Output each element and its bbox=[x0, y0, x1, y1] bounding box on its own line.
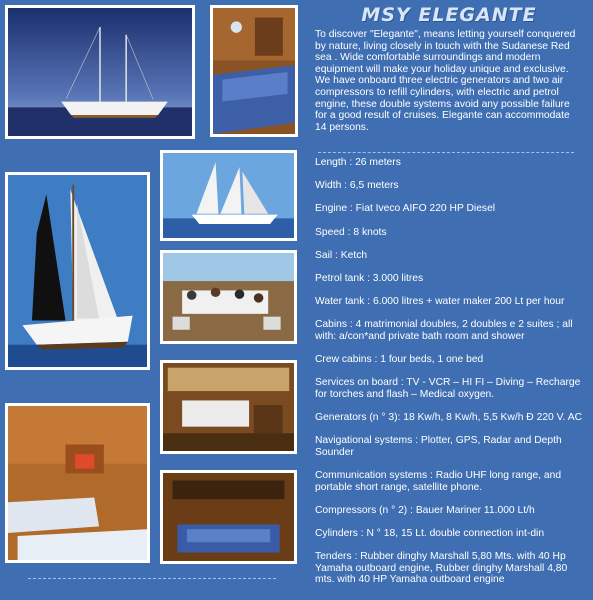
spec-item: Sail : Ketch bbox=[315, 249, 368, 261]
divider-right-top bbox=[318, 152, 574, 153]
spec-item: Length : 26 meters bbox=[315, 157, 401, 168]
photo-saloon-sofa bbox=[160, 470, 297, 564]
spec-item: Tenders : Rubber dinghy Marshall 5,80 Mts. with 40 Hp Yamaha outboard engine, Rubber dinghy Marshall 4,80 mts. with 40 HP Yamaha outboard engine bbox=[315, 551, 568, 586]
spec-item: Cabins : 4 matrimonial doubles, 2 doubles e 2 suites ; all with: a/con*and private bath room and shower bbox=[315, 319, 573, 342]
spec-item: Communication systems : Radio UHF long range, and portable short range, satellite phone. bbox=[315, 470, 562, 493]
photo-yacht-side-image bbox=[163, 153, 294, 238]
spec-item: Cylinders : N ° 18, 15 Lt. double connection int-din bbox=[315, 528, 545, 539]
spec-item: Compressors (n ° 2) : Bauer Mariner 11.000 Lt/h bbox=[315, 504, 535, 516]
spec-item: Speed : 8 knots bbox=[315, 226, 387, 238]
specs-list bbox=[315, 157, 585, 598]
photo-cabin-twin-image bbox=[8, 406, 147, 560]
photo-deck-dining-image bbox=[163, 253, 294, 341]
spec-item: Generators (n ° 3): 18 Kw/h, 8 Kw/h, 5,5 Kw/h Ð 220 V. AC bbox=[315, 412, 583, 424]
divider-bottom-left bbox=[28, 578, 276, 579]
spec-item: Services on board : TV - VCR – HI FI – Diving – Recharge for torches and flash – Medical oxygen. bbox=[315, 377, 581, 400]
spec-item: Navigational systems : Plotter, GPS, Radar and Depth Sounder bbox=[315, 435, 562, 458]
photo-saloon-table-image bbox=[163, 363, 294, 451]
spec-item: Petrol tank : 3.000 litres bbox=[315, 272, 424, 284]
spec-item: Crew cabins : 1 four beds, 1 one bed bbox=[315, 354, 484, 366]
photo-saloon-table bbox=[160, 360, 297, 454]
photo-yacht-dusk bbox=[5, 5, 195, 139]
photo-cabin-double-image bbox=[213, 8, 295, 134]
photo-cabin-double bbox=[210, 5, 298, 137]
photo-cabin-twin bbox=[5, 403, 150, 563]
photo-yacht-sails-image bbox=[8, 175, 147, 367]
photo-yacht-sails bbox=[5, 172, 150, 370]
intro-paragraph: To discover "Elegante", means letting yourself conquered by nature, living closely in touch with the Sudanese Red sea . Wide comfortable surroundings and modern equipment will make your holiday unique and exclusive. We have onboard three electric generators and two air compressors to refill cylinders, with electric and petrol engine, these double systems avoid any possible failure for a good result of cruises. Elegante can accommodate 14 persons. bbox=[315, 29, 576, 133]
page-title: MSY ELEGANTE bbox=[361, 4, 537, 26]
photo-yacht-dusk-image bbox=[8, 8, 192, 136]
photo-yacht-side bbox=[160, 150, 297, 241]
spec-item: Engine : Fiat Iveco AIFO 220 HP Diesel bbox=[315, 203, 496, 215]
photo-deck-dining bbox=[160, 250, 297, 344]
spec-item: Water tank : 6.000 litres + water maker 200 Lt per hour bbox=[315, 296, 565, 308]
photo-saloon-sofa-image bbox=[163, 473, 294, 561]
spec-item: Width : 6,5 meters bbox=[315, 180, 399, 192]
